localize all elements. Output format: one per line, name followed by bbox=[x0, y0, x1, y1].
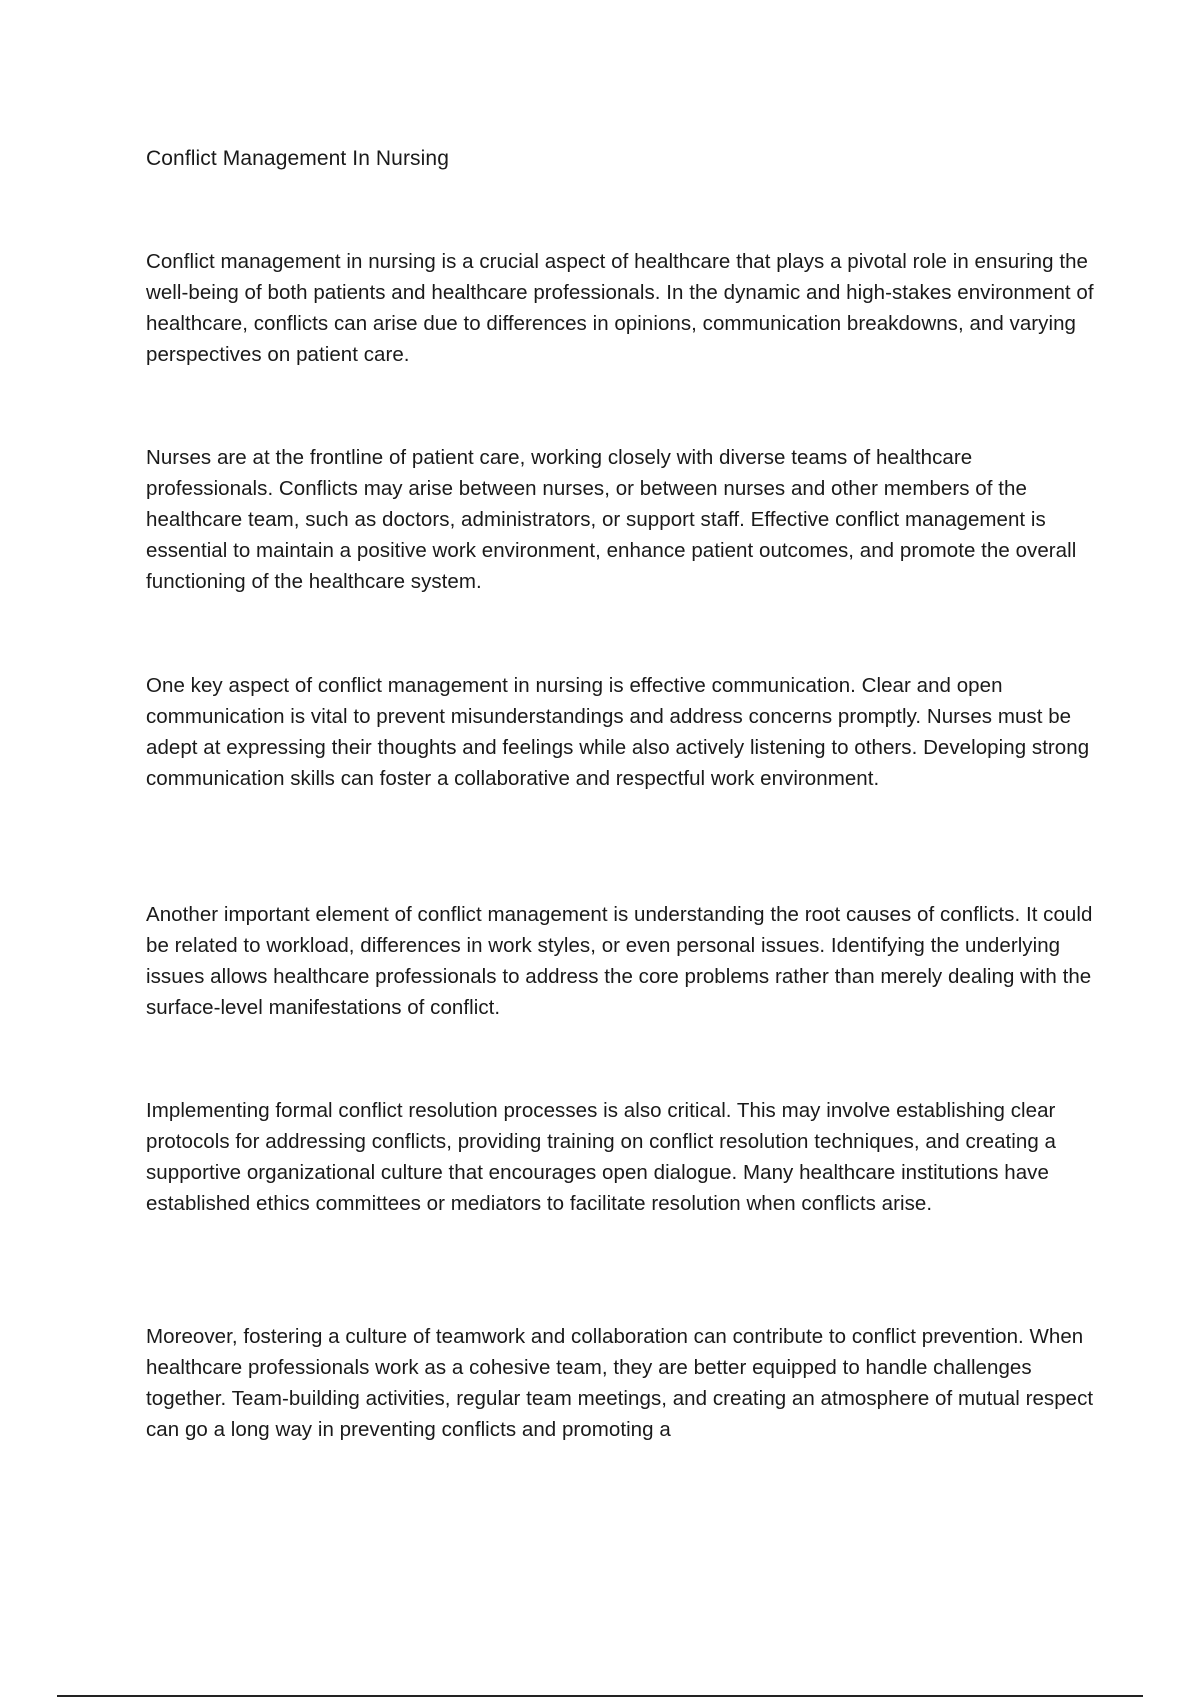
document-title: Conflict Management In Nursing bbox=[146, 147, 449, 170]
paragraph-1: Conflict management in nursing is a crucial aspect of healthcare that plays a pivotal role in ensuring the well-being of both patients and healthcare professionals. In the dynamic and high-stakes environment of healthcare, conflicts can arise due to differences in opinions, communication breakdowns, and varying perspectives on patient care. bbox=[146, 250, 1094, 366]
paragraph-6: Moreover, fostering a culture of teamwork and collaboration can contribute to conflict prevention. When healthcare professionals work as a cohesive team, they are better equipped to handle challenges together. Team-building activities, regular team meetings, and creating an atmosphere of mutual respect can go a long way in preventing conflicts and promoting a bbox=[146, 1325, 1094, 1441]
paragraph-2: Nurses are at the frontline of patient care, working closely with diverse teams of healthcare professionals. Conflicts may arise between nurses, or between nurses and other members of the healthcare team, such as doctors, administrators, or support staff. Effective conflict management is essential to maintain a positive work environment, enhance patient outcomes, and promote the overall functioning of the healthcare system. bbox=[146, 446, 1077, 593]
paragraph-4: Another important element of conflict management is understanding the root causes of conflicts. It could be related to workload, differences in work styles, or even personal issues. Identifying the underlying issues allows healthcare professionals to address the core problems rather than merely dealing with the surface-level manifestations of conflict. bbox=[146, 903, 1093, 1019]
paragraph-5: Implementing formal conflict resolution processes is also critical. This may involve establishing clear protocols for addressing conflicts, providing training on conflict resolution techniques, and creating a supportive organizational culture that encourages open dialogue. Many healthcare institutions have established ethics committees or mediators to facilitate resolution when conflicts arise. bbox=[146, 1099, 1056, 1215]
footer-divider bbox=[57, 1695, 1143, 1697]
paragraph-3: One key aspect of conflict management in nursing is effective communication. Clear and open communication is vital to prevent misunderstandings and address concerns promptly. Nurses must be adept at expressing their thoughts and feelings while also actively listening to others. Developing strong communication skills can foster a collaborative and respectful work environment. bbox=[146, 674, 1090, 790]
